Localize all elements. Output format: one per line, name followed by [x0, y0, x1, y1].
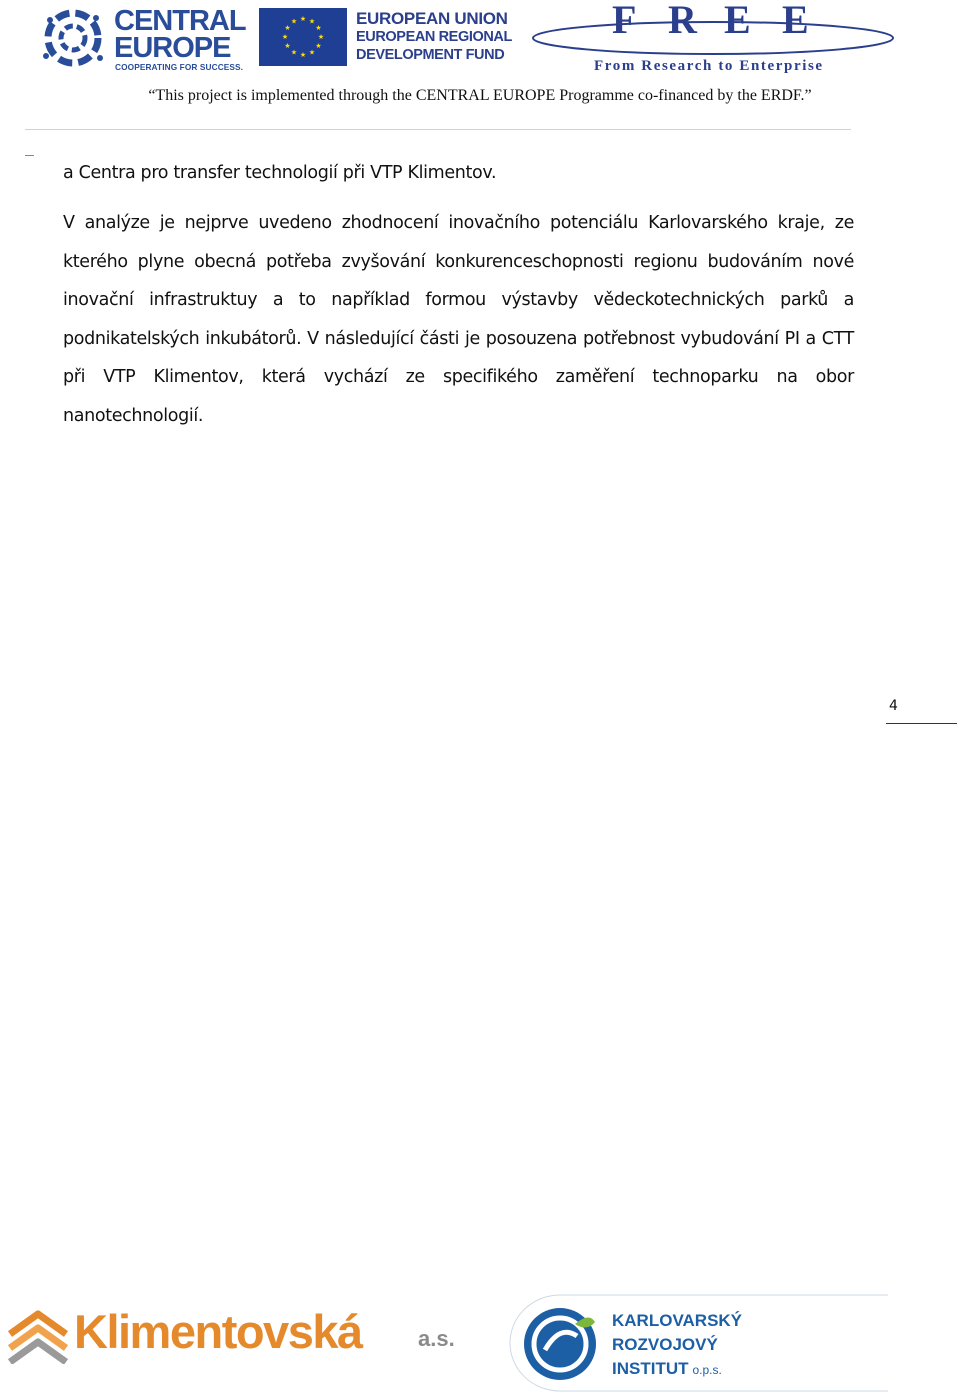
header-divider: [25, 129, 851, 130]
eu-regional-fund-logo: [259, 8, 512, 68]
page-number-rule: [886, 723, 957, 724]
eu-flag-icon: [259, 8, 347, 66]
free-letter-2: R: [668, 0, 697, 42]
central-europe-star-icon: [38, 8, 108, 68]
central-europe-title-line1: CENTRAL: [114, 5, 246, 37]
svg-text:★: ★: [290, 48, 298, 57]
eu-title-line2: EUROPEAN REGIONAL: [356, 29, 512, 45]
svg-text:★: ★: [308, 48, 316, 57]
klimentovska-suffix: a.s.: [418, 1326, 455, 1351]
kri-name-line2: ROZVOJOVÝ: [612, 1335, 718, 1354]
kri-suffix: o.p.s.: [692, 1363, 722, 1377]
free-subtitle: From Research to Enterprise: [594, 58, 824, 74]
central-europe-title-line2: EUROPE: [114, 32, 231, 64]
central-europe-tagline: COOPERATING FOR SUCCESS.: [115, 62, 244, 72]
free-project-logo: [528, 0, 898, 80]
project-statement: “This project is implemented through the CENTRAL EUROPE Programme co-financed by the ERDF.”: [148, 87, 812, 104]
eu-title-line1: EUROPEAN UNION: [356, 9, 508, 28]
svg-text:★: ★: [284, 24, 291, 32]
kri-name-line3: [612, 1360, 722, 1377]
klimentovska-logo: [8, 1306, 478, 1368]
eu-title-line3: DEVELOPMENT FUND: [356, 47, 505, 63]
svg-text:★: ★: [308, 17, 316, 26]
paragraph-continuation: a Centra pro transfer technologií při VTP Klimentov.: [63, 163, 497, 183]
klimentovska-chevron-icon: [8, 1308, 70, 1364]
svg-text:★: ★: [299, 15, 307, 23]
svg-text:★: ★: [315, 24, 322, 32]
svg-text:★: ★: [299, 51, 307, 59]
margin-mark: [25, 155, 34, 156]
svg-text:★: ★: [290, 17, 298, 26]
central-europe-logo: [38, 5, 246, 72]
klimentovska-wordmark: Klimentovská: [74, 1305, 362, 1358]
svg-text:★: ★: [284, 42, 291, 50]
kri-name-institut: INSTITUT: [612, 1359, 689, 1378]
free-letter-1: F: [612, 0, 637, 42]
free-letter-4: E: [782, 0, 809, 42]
svg-text:★: ★: [315, 42, 322, 50]
svg-text:★: ★: [281, 33, 289, 41]
page-number: 4: [889, 698, 898, 714]
kri-name-line1: KARLOVARSKÝ: [612, 1311, 743, 1330]
svg-text:★: ★: [317, 33, 325, 41]
free-letter-3: E: [724, 0, 751, 42]
paragraph-analysis: V analýze je nejprve uvedeno zhodnocení inovačního potenciálu Karlovarského kraje, ze kterého plyne obecná potřeba zvyšování konkurenceschopnosti regionu budováním nové inovační infrastruktuy a to například formou výstavby vědeckotechnických parků a podnikatelských inkubátorů. V následující části je posouzena potřebnost vybudování PI a CTT při VTP Klimentov, která vychází ze specifikého zaměření technoparku na obor nanotechnologií.: [63, 213, 854, 426]
